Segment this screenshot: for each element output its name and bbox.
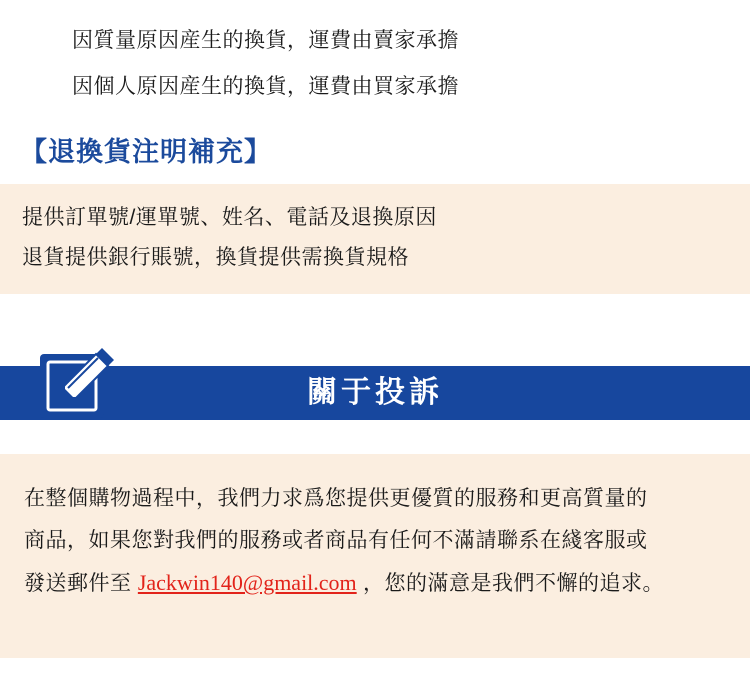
return-note-line: 提供訂單號/運單號、姓名、電話及退換原因 [22,206,437,229]
complaint-line-with-email [24,562,728,605]
complaint-banner [0,340,750,426]
complaint-line: 在整個購物過程中，我們力求爲您提供更優質的服務和更高質量的 [24,487,648,510]
complaint-line: 商品，如果您對我們的服務或者商品有任何不滿請聯系在綫客服或 [24,529,648,552]
complaint-line-prefix: 發送郵件至 [24,572,138,595]
return-note-line: 退貨提供銀行賬號，換貨提供需換貨規格 [22,246,409,269]
return-note-box [0,184,750,294]
policy-line: 因質量原因産生的換貨，運費由賣家承擔 [72,29,459,52]
support-email-link[interactable]: Jackwin140@gmail.com [137,570,357,595]
pencil-edit-icon [34,340,130,426]
complaint-text-box [0,454,750,658]
complaint-banner-title: 關于投訴 [307,376,443,409]
policy-line: 因個人原因産生的換貨，運費由買家承擔 [72,75,459,98]
shipping-policy-list [0,0,750,110]
complaint-line-suffix: ，您的滿意是我們不懈的追求。 [356,572,665,595]
return-note-heading: 【退換貨注明補充】 [20,137,272,167]
